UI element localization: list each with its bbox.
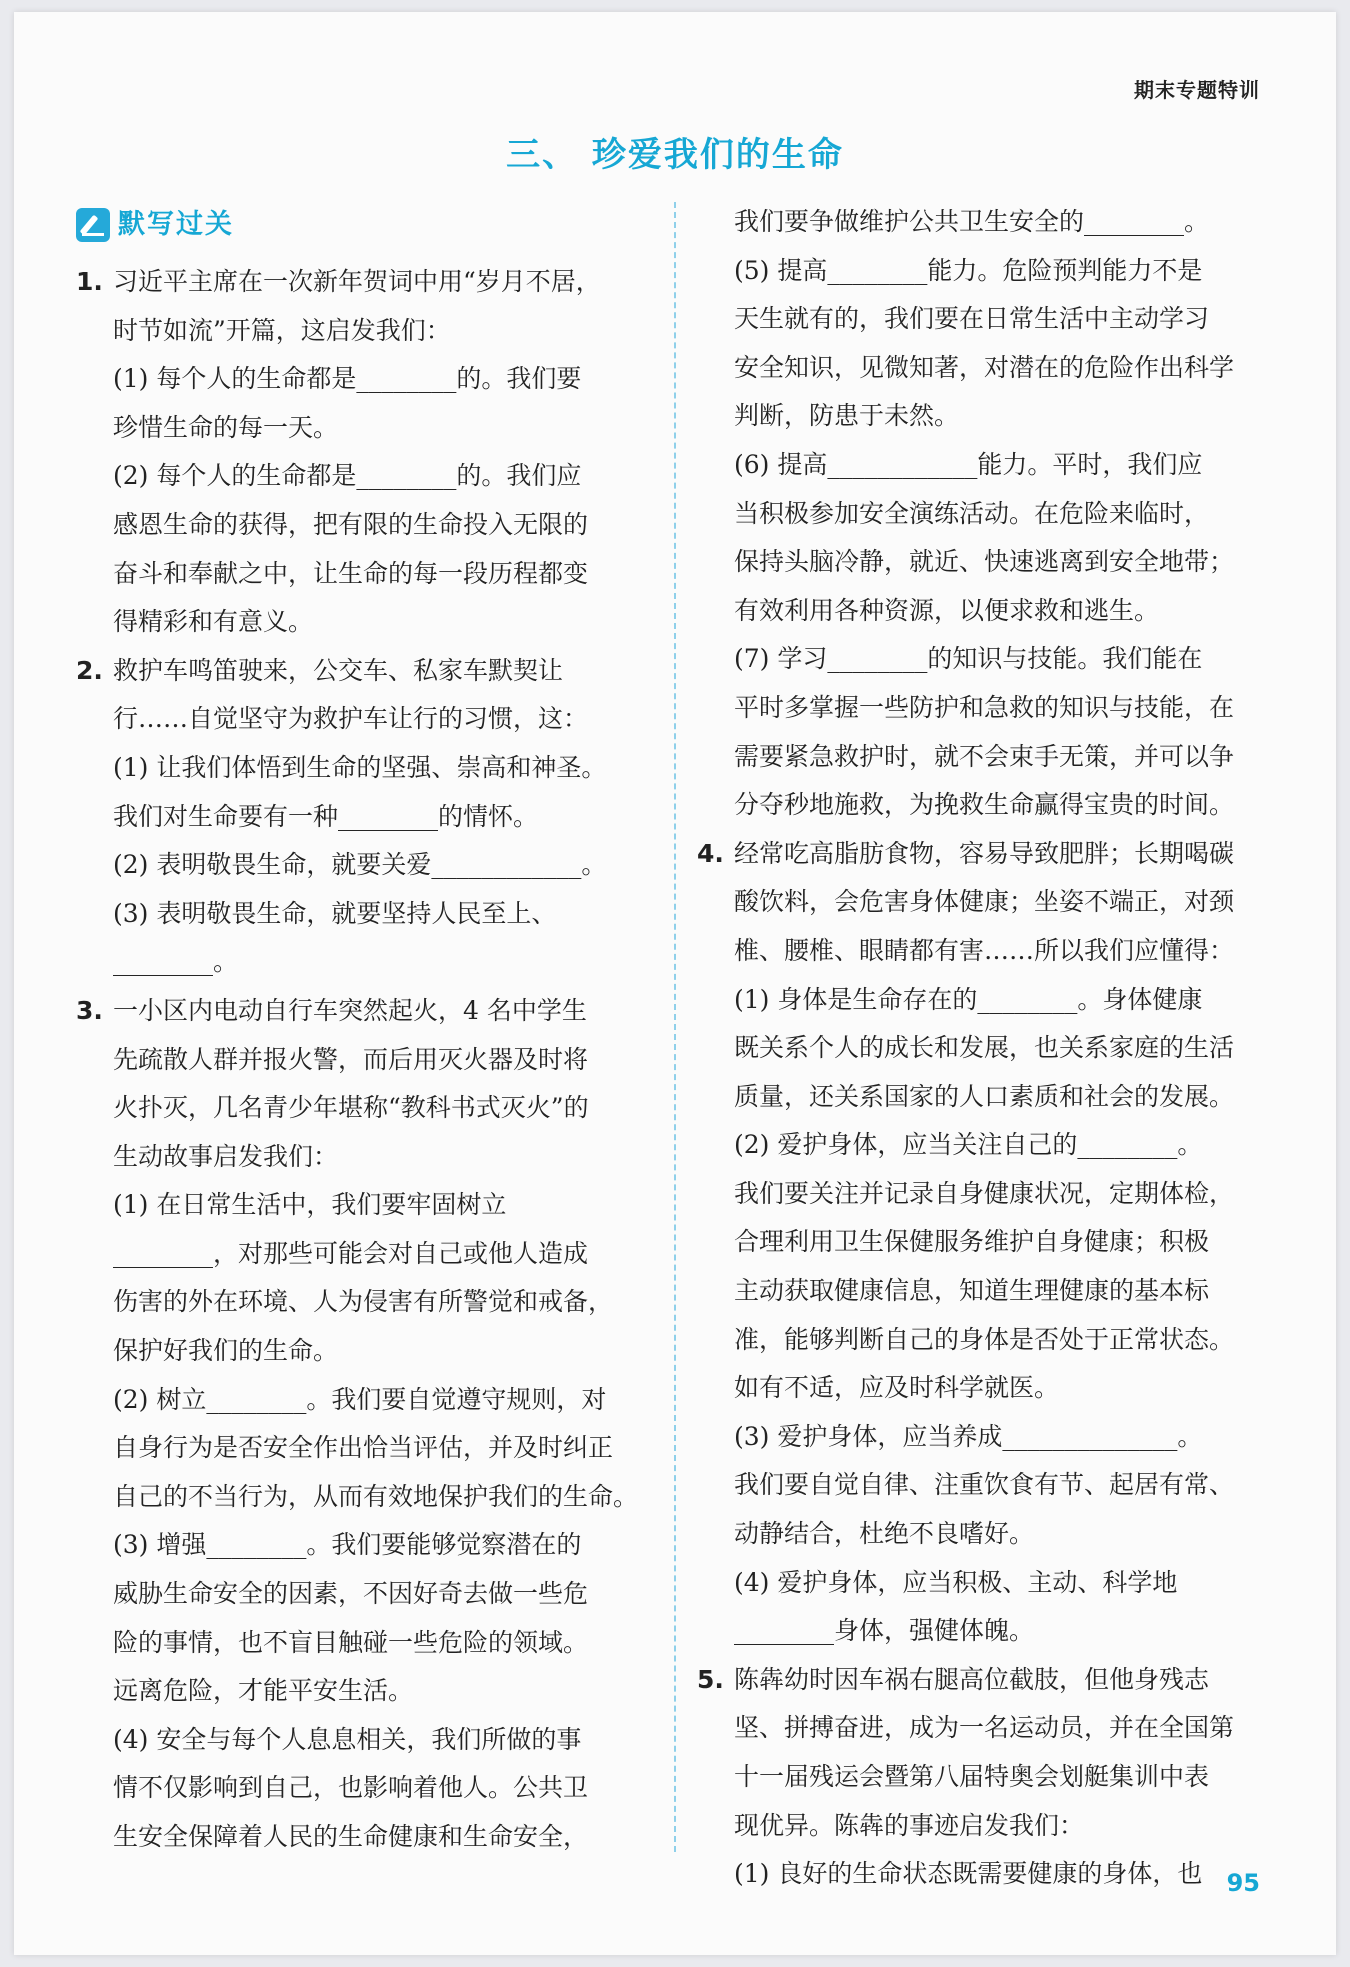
text-line: (1) 身体是生命存在的________。身体健康 [734, 984, 1203, 1014]
text-line: 险的事情，也不盲目触碰一些危险的领域。 [113, 1627, 589, 1657]
text-line: (4) 安全与每个人息息相关，我们所做的事 [113, 1724, 582, 1754]
text-line: 需要紧急救护时，就不会束手无策，并可以争 [734, 741, 1235, 771]
text-line: 准，能够判断自己的身体是否处于正常状态。 [734, 1324, 1235, 1354]
question-text: 陈犇幼时因车祸右腿高位截肢，但他身残志 [734, 1664, 1210, 1694]
pencil-icon [76, 208, 110, 242]
text-line: 合理利用卫生保健服务维护自身健康；积极 [734, 1227, 1210, 1257]
text-line: 火扑灭，几名青少年堪称“教科书式灭火”的 [113, 1093, 589, 1123]
text-line: 质量，还关系国家的人口素质和社会的发展。 [734, 1081, 1235, 1111]
text-line: 坚、拼搏奋进，成为一名运动员，并在全国第 [734, 1713, 1235, 1743]
text-line: 我们对生命要有一种________的情怀。 [113, 801, 539, 831]
right-column [697, 198, 1285, 1899]
text-line: ________，对那些可能会对自己或他人造成 [113, 1238, 589, 1268]
text-line: 保持头脑冷静，就近、快速逃离到安全地带； [734, 547, 1235, 577]
text-line: 分夺秒地施救，为挽救生命赢得宝贵的时间。 [734, 790, 1235, 820]
question-number: 5. [697, 1664, 724, 1694]
question-text: 救护车鸣笛驶来，公交车、私家车默契让 [113, 655, 564, 685]
text-line: (2) 爱护身体，应当关注自己的________。 [734, 1130, 1203, 1160]
text-line: 我们要争做维护公共卫生安全的________。 [734, 207, 1210, 236]
text-line: (1) 良好的生命状态既需要健康的身体，也 [734, 1859, 1203, 1889]
text-line: 得精彩和有意义。 [113, 607, 314, 637]
text-line: 伤害的外在环境、人为侵害有所警觉和戒备， [113, 1287, 614, 1317]
text-line: ________。 [113, 947, 239, 977]
text-line: (2) 表明敬畏生命，就要关爱____________。 [113, 850, 607, 880]
question-line [76, 647, 648, 696]
text-line: 当积极参加安全演练活动。在危险来临时， [734, 498, 1210, 528]
text-line: 动静结合，杜绝不良嗜好。 [734, 1519, 1035, 1549]
left-column [76, 198, 648, 1862]
text-line: 判断，防患于未然。 [734, 401, 960, 431]
text-line: (1) 每个人的生命都是________的。我们要 [113, 364, 582, 394]
text-line: ________身体，强健体魄。 [734, 1616, 1035, 1646]
text-line: (4) 爱护身体，应当积极、主动、科学地 [734, 1567, 1178, 1597]
text-line: (3) 爱护身体，应当养成______________。 [734, 1421, 1203, 1451]
text-line: (2) 树立________。我们要自觉遵守规则，对 [113, 1384, 607, 1414]
question-number: 4. [697, 838, 724, 868]
question-line [697, 830, 1285, 879]
text-line: 如有不适，应及时科学就医。 [734, 1373, 1060, 1403]
text-line: (1) 让我们体悟到生命的坚强、崇高和神圣。 [113, 752, 607, 782]
question-number: 2. [76, 655, 103, 685]
text-line: 远离危险，才能平安生活。 [113, 1676, 414, 1706]
text-line: 十一届残运会暨第八届特奥会划艇集训中表 [734, 1762, 1210, 1791]
text-line: 自身行为是否安全作出恰当评估，并及时纠正 [113, 1433, 614, 1463]
text-line: 珍惜生命的每一天。 [113, 412, 339, 442]
text-line: 情不仅影响到自己，也影响着他人。公共卫 [113, 1773, 589, 1803]
text-line: 我们要关注并记录自身健康状况，定期体检， [734, 1178, 1235, 1208]
section-header [76, 198, 648, 252]
text-line: 酸饮料，会危害身体健康；坐姿不端正，对颈 [734, 887, 1235, 917]
question-text: 经常吃高脂肪食物，容易导致肥胖；长期喝碳 [734, 838, 1235, 868]
page-title: 三、 珍爱我们的生命 [506, 135, 844, 175]
text-line: 现优异。陈犇的事迹启发我们： [734, 1810, 1085, 1840]
textbook-page [14, 12, 1336, 1955]
text-line: 奋斗和奉献之中，让生命的每一段历程都变 [113, 558, 589, 588]
text-line: 行……自觉坚守为救护车让行的习惯，这： [113, 704, 589, 734]
right-text-lines [697, 198, 1285, 1899]
page-number: 95 [1226, 1869, 1260, 1897]
text-line: 生安全保障着人民的生命健康和生命安全， [113, 1822, 589, 1851]
text-line: 有效利用各种资源，以便求救和逃生。 [734, 595, 1160, 625]
text-line: (3) 增强________。我们要能够觉察潜在的 [113, 1530, 582, 1560]
text-line: 安全知识，见微知著，对潜在的危险作出科学 [734, 352, 1235, 382]
question-line [76, 258, 648, 307]
text-line: 既关系个人的成长和发展，也关系家庭的生活 [734, 1033, 1235, 1063]
text-line: (3) 表明敬畏生命，就要坚持人民至上、 [113, 898, 557, 928]
text-line: (5) 提高________能力。危险预判能力不是 [734, 255, 1203, 285]
text-line: 威胁生命安全的因素，不因好奇去做一些危 [113, 1579, 589, 1609]
column-divider [674, 202, 676, 1852]
text-line: 平时多掌握一些防护和急救的知识与技能，在 [734, 692, 1235, 722]
text-line: (2) 每个人的生命都是________的。我们应 [113, 461, 582, 491]
text-line: 感恩生命的获得，把有限的生命投入无限的 [113, 509, 589, 539]
text-line: 椎、腰椎、眼睛都有害……所以我们应懂得： [734, 935, 1235, 965]
left-text-lines [76, 258, 648, 1862]
question-line [76, 987, 648, 1036]
question-text: 一小区内电动自行车突然起火，4 名中学生 [113, 995, 587, 1025]
question-line [697, 1656, 1285, 1705]
text-line: 天生就有的，我们要在日常生活中主动学习 [734, 304, 1210, 334]
text-line: 自己的不当行为，从而有效地保护我们的生命。 [113, 1481, 639, 1511]
question-text: 习近平主席在一次新年贺词中用“岁月不居， [113, 267, 601, 296]
text-line: 主动获取健康信息，知道生理健康的基本标 [734, 1276, 1210, 1306]
text-line: 时节如流”开篇，这启发我们： [113, 315, 451, 345]
question-number: 1. [76, 267, 103, 296]
text-line: (6) 提高____________能力。平时，我们应 [734, 449, 1203, 479]
text-line: 保护好我们的生命。 [113, 1336, 339, 1366]
text-line: 生动故事启发我们： [113, 1141, 339, 1171]
text-line: (7) 学习________的知识与技能。我们能在 [734, 644, 1203, 674]
header-tag: 期末专题特训 [1134, 78, 1260, 102]
text-line: (1) 在日常生活中，我们要牢固树立 [113, 1190, 507, 1220]
text-line: 我们要自觉自律、注重饮食有节、起居有常、 [734, 1470, 1235, 1500]
section-label: 默写过关 [118, 208, 234, 240]
question-number: 3. [76, 995, 103, 1025]
text-line: 先疏散人群并报火警，而后用灭火器及时将 [113, 1044, 589, 1074]
